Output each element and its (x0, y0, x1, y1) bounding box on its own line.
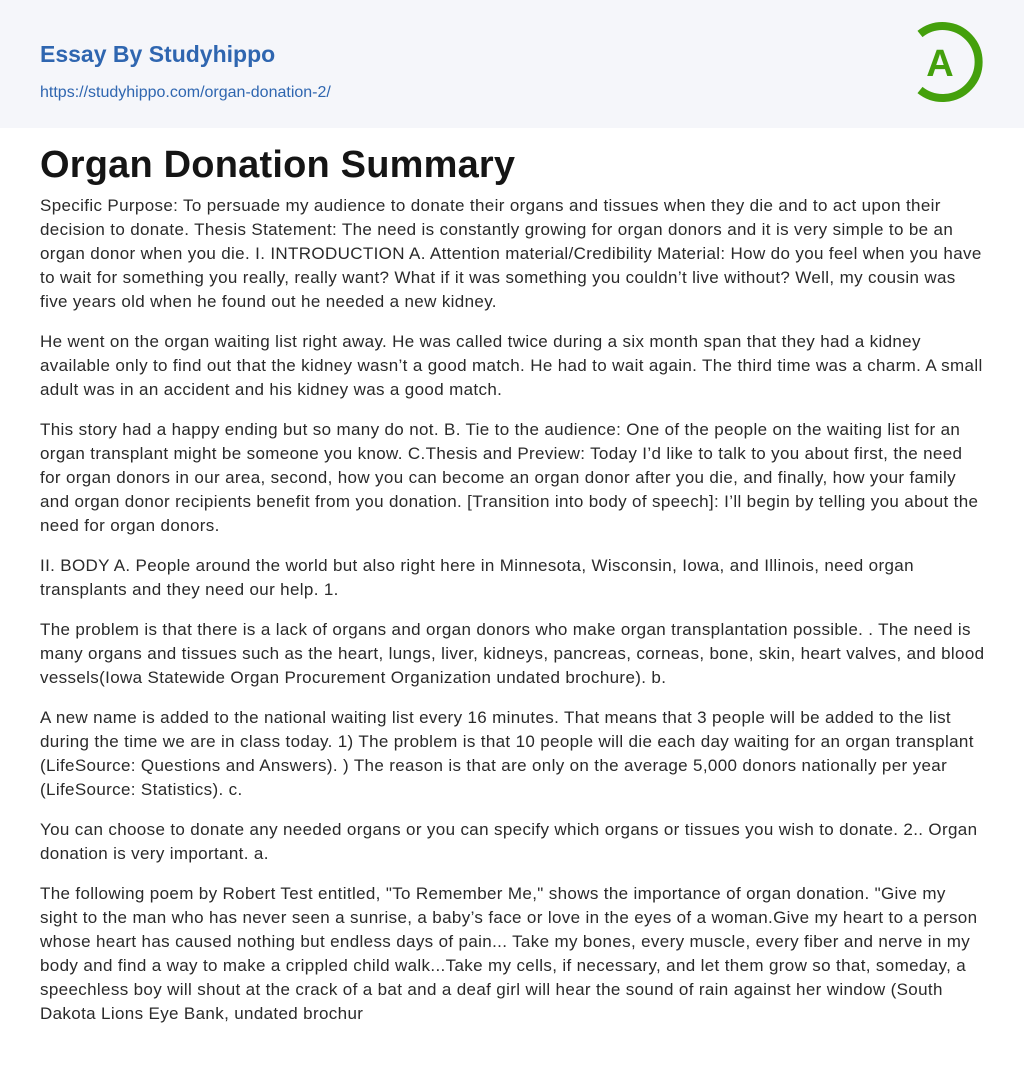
paragraph: He went on the organ waiting list right away. He was called twice during a six month span that they had a kidney available only to find out that the kidney wasn’t a good match. He had to wait again. The third time was a charm. A small adult was in an accident and his kidney was a good match. (40, 332, 983, 399)
paragraph: A new name is added to the national waiting list every 16 minutes. That means that 3 people will be added to the list during the time we are in class today. 1) The problem is that 10 people will die each day waiting for an organ transplant (LifeSource: Questions and Answers). ) The reason is that are only on the average 5,000 donors nationally per year (LifeSource: Statistics). c. (40, 708, 974, 799)
essay-url-link[interactable]: https://studyhippo.com/organ-donation-2/ (40, 84, 331, 101)
paragraph: The following poem by Robert Test entitled, "To Remember Me," shows the importance of organ donation. "Give my sight to the man who has never seen a sunrise, a baby’s face or love in the eyes of a woman.Give my heart to a person whose heart has caused nothing but endless days of pain... Take my bones, every muscle, every fiber and nerve in my body and find a way to make a crippled child walk...Take my cells, if necessary, and let them grow so that, someday, a speechless boy will shout at the crack of a bat and a deaf girl will hear the sound of rain against her window (South Dakota Lions Eye Bank, undated brochur (40, 884, 978, 1023)
studyhippo-logo-icon[interactable] (912, 20, 984, 104)
essay-body (40, 194, 986, 1042)
paragraph: You can choose to donate any needed organs or you can specify which organs or tissues you wish to donate. 2.. Organ donation is very important. a. (40, 820, 978, 863)
paragraph: This story had a happy ending but so many do not. B. Tie to the audience: One of the people on the waiting list for an organ transplant might be someone you know. C.Thesis and Preview: Today I’d like to talk to you about first, the need for organ donors in our area, second, how you can become an organ donor after you die, and finally, how your family and organ donor recipients benefit from you donation. [Transition into body of speech]: I’ll begin by telling you about the need for organ donors. (40, 420, 979, 535)
paragraph: Specific Purpose: To persuade my audience to donate their organs and tissues when they die and to act upon their decision to donate. Thesis Statement: The need is constantly growing for organ donors and it is very simple to be an organ donor when you die. I. INTRODUCTION A. Attention material/Credibility Material: How do you feel when you have to wait for something you really, really want? What if it was something you couldn’t live without? Well, my cousin was five years old when he found out he needed a new kidney. (40, 196, 982, 311)
site-header (0, 0, 1024, 128)
brand-title: Essay By Studyhippo (40, 41, 276, 67)
page-title: Organ Donation Summary (40, 144, 516, 186)
paragraph: II. BODY A. People around the world but also right here in Minnesota, Wisconsin, Iowa, and Illinois, need organ transplants and they need our help. 1. (40, 556, 914, 599)
paragraph: The problem is that there is a lack of organs and organ donors who make organ transplantation possible. . The need is many organs and tissues such as the heart, lungs, liver, kidneys, pancreas, corneas, bone, skin, heart valves, and blood vessels(Iowa Statewide Organ Procurement Organization undated brochure). b. (40, 620, 985, 687)
svg-text:A: A (926, 43, 954, 85)
